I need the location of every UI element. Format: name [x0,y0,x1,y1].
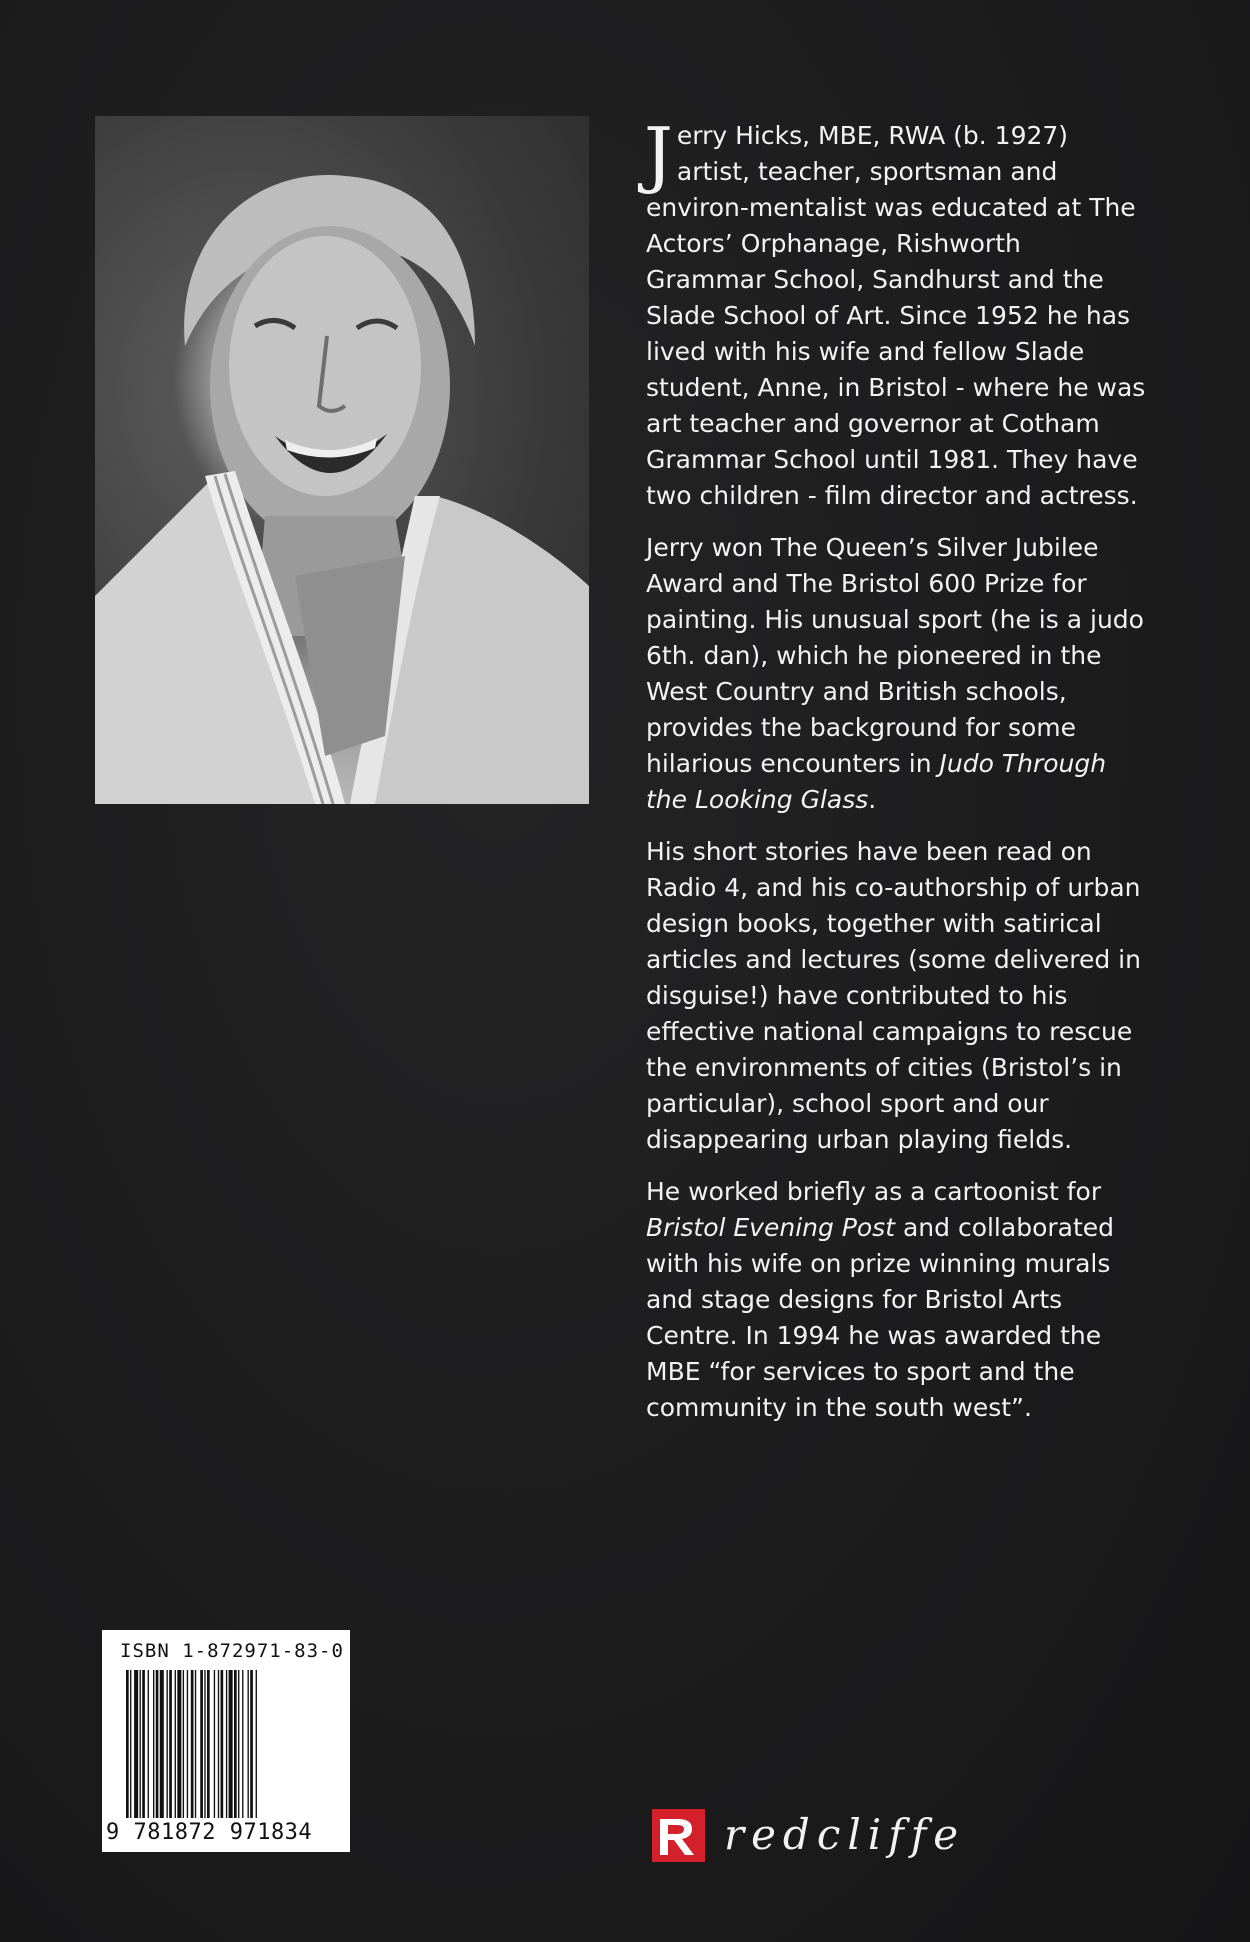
bio-paragraph-1-text: erry Hicks, MBE, RWA (b. 1927) artist, teacher, sportsman and environ-mentalist was educated at The Actors’ Orphanage, Rishworth Grammar School, Sandhurst and the Slade School of Art. Since 1952 he has lived with his wife and fellow Slade student, Anne, in Bristol - where he was art teacher and governor at Cotham Grammar School until 1981. They have two children - film director and actress. [646,121,1146,510]
drop-cap: J [644,112,673,196]
barcode-bar [234,1670,237,1818]
bio-paragraph-4-start: He worked briefly as a cartoonist for [646,1177,1102,1206]
barcode-bar [175,1670,176,1818]
bio-paragraph-2-text: Jerry won The Queen’s Silver Jubilee Award and The Bristol 600 Prize for painting. His unusual sport (he is a judo 6th. dan), which he pioneered in the West Country and British schools, provides the background for some hilarious encounters in [646,533,1144,778]
barcode-bar [156,1670,159,1818]
barcode-bar [218,1670,219,1818]
bio-paragraph-3-text: His short stories have been read on Radio 4, and his co-authorship of urban design books, together with satirical articles and lectures (some delivered in disguise!) have contributed to his effective national campaigns to rescue the environments of cities (Bristol’s in particular), school sport and our disappearing urban playing fields. [646,837,1141,1154]
newspaper-title: Bristol Evening Post [646,1213,896,1242]
barcode-bar [248,1670,249,1818]
bio-paragraph-3 [646,834,1146,1158]
barcode-bar [250,1670,253,1818]
book-title: Judo Through the Looking Glass [646,749,1107,814]
publisher-name: redcliffe [724,1810,966,1859]
ean-number: 9 781872 971834 [106,1820,313,1845]
barcode-bar [167,1670,168,1818]
barcode-bar [187,1670,188,1818]
barcode-bar [191,1670,194,1818]
bio-paragraph-1 [644,112,1146,514]
barcode-bar [169,1670,172,1818]
bio-paragraph-2 [646,530,1146,818]
bio-paragraph-2-end: . [868,785,877,814]
barcode-bar [160,1670,164,1818]
barcode-bar [204,1670,205,1818]
barcode-bars [126,1670,344,1818]
barcode-bar [226,1670,227,1818]
barcode-bar [183,1670,184,1818]
barcode-bar [142,1670,145,1818]
bio-paragraph-4 [646,1174,1146,1426]
barcode-bar [207,1670,210,1818]
barcode [102,1630,350,1852]
barcode-bar [242,1670,243,1818]
author-photo [95,116,589,804]
barcode-bar [177,1670,181,1818]
barcode-bar [148,1670,149,1818]
barcode-bar [238,1670,239,1818]
barcode-bar [214,1670,215,1818]
publisher-logo [652,1806,972,1866]
isbn-label: ISBN 1-872971-83-0 [120,1640,344,1662]
barcode-bar [256,1670,257,1818]
barcode-bar [126,1670,129,1818]
bio-paragraph-4-text: and collaborated with his wife on prize winning murals and stage designs for Bristol Arts Centre. In 1994 he was awarded the MBE “for services to sport and the community in the south west”. [646,1213,1115,1422]
barcode-bar [134,1670,138,1818]
redcliffe-mark-icon [652,1809,705,1862]
barcode-bar [229,1670,233,1818]
author-biography [644,112,1146,1442]
barcode-bar [195,1670,196,1818]
barcode-bar [153,1670,154,1818]
barcode-bar [140,1670,141,1818]
author-portrait-drawing [95,116,589,804]
barcode-bar [221,1670,224,1818]
barcode-bar [200,1670,203,1818]
barcode-bar [130,1670,131,1818]
